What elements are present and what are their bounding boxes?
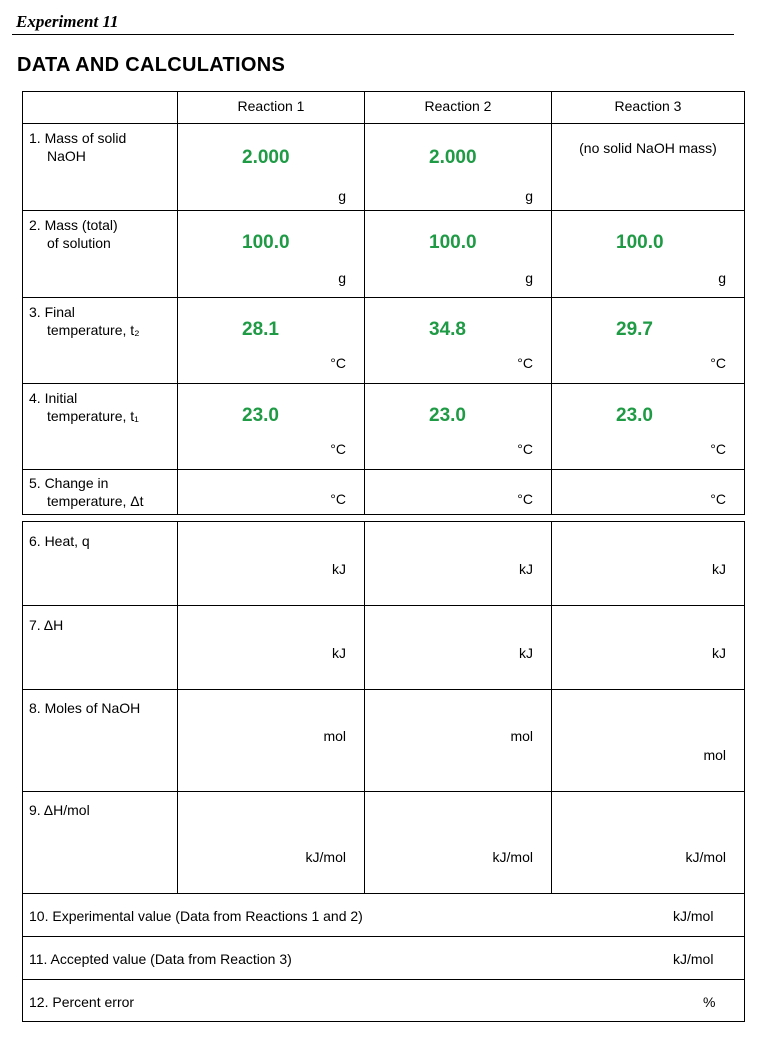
unit-label: °C [517,441,533,457]
unit-label: °C [710,355,726,371]
row-label: 9. ΔH/mol [29,802,90,818]
header-cell-reaction-2 [364,92,551,123]
row-label-cont: temperature, t₂ [47,322,140,338]
measured-value: 23.0 [242,405,279,426]
unit-label: g [525,270,533,286]
row-label-cell [23,606,177,689]
unit-label: g [338,270,346,286]
unit-label: kJ [332,561,346,577]
unit-label: kJ/mol [492,849,533,865]
cell-note: (no solid NaOH mass) [579,140,717,156]
unit-label: °C [710,491,726,507]
experiment-header: Experiment 11 [16,12,119,31]
header-rule [12,34,734,35]
measured-value: 2.000 [242,147,290,168]
value-cell [177,522,364,605]
row-label-cell [23,792,177,893]
value-cell [177,606,364,689]
row-label: 6. Heat, q [29,533,90,549]
value-cell [551,298,744,383]
table-row [23,298,744,384]
row-label: 2. Mass (total) [29,217,118,233]
header-cell-reaction-1 [177,92,364,123]
measured-value: 29.7 [616,319,653,340]
unit-label: °C [330,491,346,507]
unit-label: °C [710,441,726,457]
value-cell [364,211,551,297]
summary-row [23,980,744,1021]
unit-label: °C [517,355,533,371]
value-cell [177,470,364,514]
row-label-cell [23,522,177,605]
unit-label: °C [330,441,346,457]
summary-unit: kJ/mol [673,951,714,967]
value-cell [364,470,551,514]
value-cell [364,124,551,210]
unit-label: kJ/mol [685,849,726,865]
value-cell [364,606,551,689]
unit-label: g [338,188,346,204]
unit-label: kJ [519,645,533,661]
unit-label: °C [517,491,533,507]
table-row [23,522,744,606]
table-row [23,470,744,514]
header-cell-reaction-3 [551,92,744,123]
row-label-cell [23,470,177,514]
value-cell [177,384,364,469]
value-cell [364,522,551,605]
row-label-cell [23,690,177,791]
table-row [23,690,744,792]
unit-label: mol [323,728,346,744]
summary-row [23,937,744,980]
value-cell [364,690,551,791]
measured-value: 28.1 [242,319,279,340]
value-cell [551,690,744,791]
unit-label: kJ/mol [305,849,346,865]
row-label: 7. ΔH [29,617,64,633]
row-label-cell [23,211,177,297]
row-label: 3. Final [29,304,75,320]
value-cell [177,298,364,383]
table-row [23,792,744,894]
summary-row [23,894,744,937]
table-row [23,606,744,690]
value-cell [177,124,364,210]
unit-label: g [718,270,726,286]
table-row [23,384,744,470]
summary-unit: kJ/mol [673,908,714,924]
row-label: 8. Moles of NaOH [29,700,141,716]
unit-label: g [525,188,533,204]
value-cell [364,384,551,469]
row-label: 5. Change in [29,475,109,491]
row-label-cell [23,298,177,383]
column-header: Reaction 1 [237,98,305,114]
unit-label: mol [510,728,533,744]
summary-unit: % [703,994,716,1010]
measured-value: 23.0 [616,405,653,426]
value-cell [551,606,744,689]
value-cell [551,792,744,893]
header-blank-cell [23,92,177,123]
table-row [23,211,744,298]
unit-label: kJ [712,645,726,661]
summary-label: 11. Accepted value (Data from Reaction 3) [29,951,292,967]
measured-value: 100.0 [429,232,477,253]
row-label-cell [23,384,177,469]
measured-value: 100.0 [616,232,664,253]
row-label: 1. Mass of solid [29,130,127,146]
unit-label: kJ [712,561,726,577]
column-header: Reaction 3 [614,98,682,114]
row-label-cont: NaOH [47,148,86,164]
measured-value: 23.0 [429,405,466,426]
measured-value: 100.0 [242,232,290,253]
page-title: DATA AND CALCULATIONS [17,54,286,76]
value-cell [364,298,551,383]
value-cell [551,211,744,297]
value-cell [551,124,744,210]
measured-value: 34.8 [429,319,466,340]
unit-label: mol [703,747,726,763]
row-label-cont: temperature, Δt [47,493,144,509]
value-cell [177,690,364,791]
summary-label: 12. Percent error [29,994,135,1010]
row-label-cont: of solution [47,235,111,251]
table-row [23,124,744,211]
value-cell [177,792,364,893]
value-cell [551,522,744,605]
data-table-bottom [22,521,745,1022]
measured-value: 2.000 [429,147,477,168]
column-header: Reaction 2 [424,98,492,114]
row-label-cell [23,124,177,210]
unit-label: kJ [332,645,346,661]
table-header-row [23,92,744,124]
value-cell [551,384,744,469]
unit-label: °C [330,355,346,371]
value-cell [364,792,551,893]
unit-label: kJ [519,561,533,577]
value-cell [177,211,364,297]
summary-label: 10. Experimental value (Data from Reactions 1 and 2) [29,908,363,924]
value-cell [551,470,744,514]
data-table-top [22,91,745,515]
row-label: 4. Initial [29,390,78,406]
row-label-cont: temperature, t₁ [47,408,139,424]
